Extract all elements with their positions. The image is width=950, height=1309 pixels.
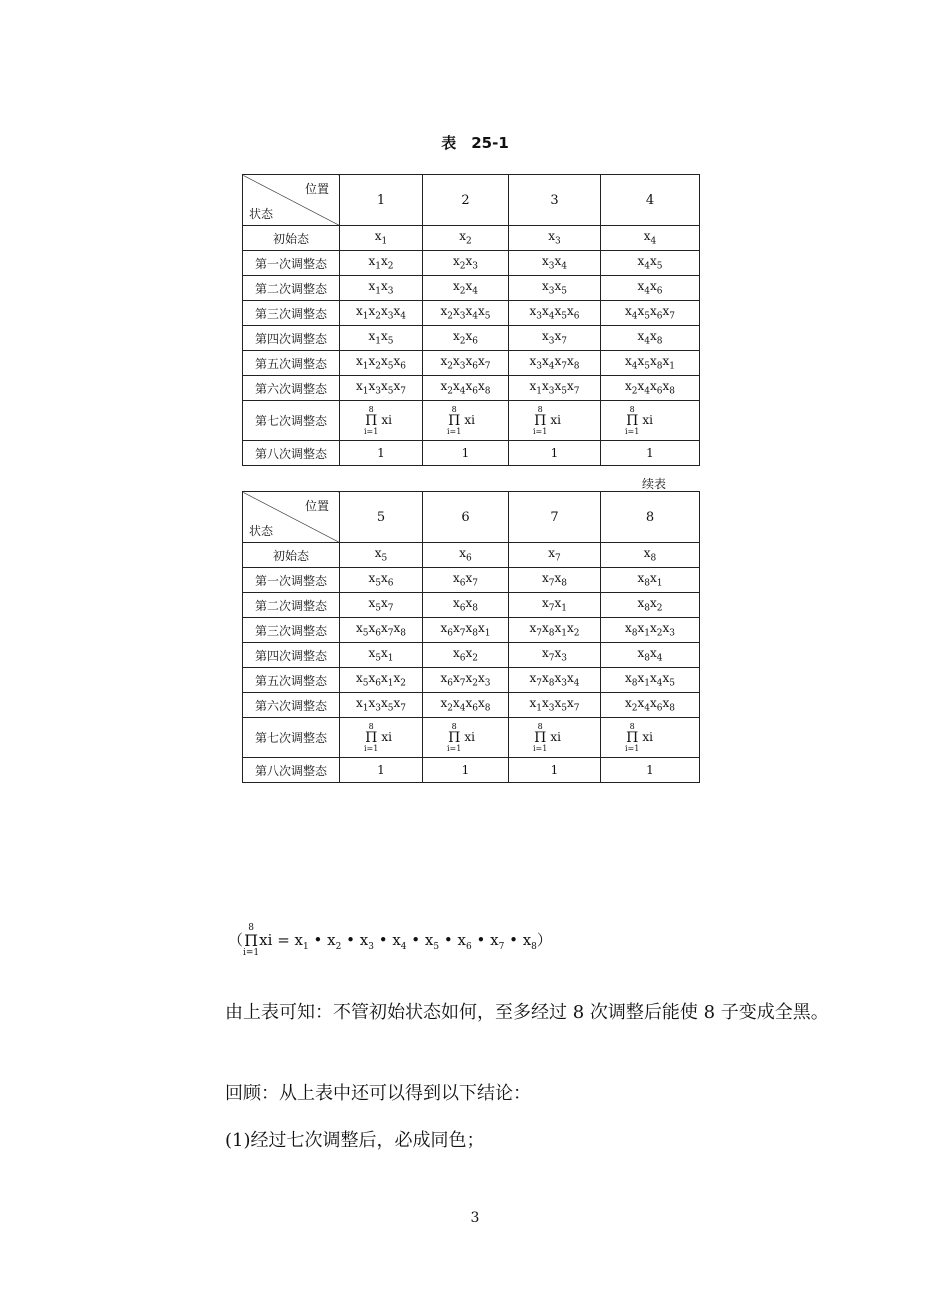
table-cell: $x_2x_4$ (423, 276, 509, 301)
table-cell: $x_5x_7$ (340, 593, 423, 618)
product-symbol: 8 Π i=1 xi (533, 721, 561, 753)
product-symbol: 8 Π i=1 xi (625, 404, 653, 436)
table-cell: 1 (601, 441, 700, 466)
row-label: 第六次调整态 (243, 376, 340, 401)
position-header-label: 位置 (304, 182, 329, 196)
table-cell (423, 401, 509, 441)
table-cell: $x_2x_3x_4x_5$ (423, 301, 509, 326)
row-label: 第七次调整态 (243, 718, 340, 758)
table-cell: $x_1x_3x_5x_7$ (509, 376, 601, 401)
table-cell: $x_3$ (509, 226, 601, 251)
table-row (243, 326, 700, 351)
table-cell: 1 (423, 758, 509, 783)
row-label: 第五次调整态 (243, 668, 340, 693)
table-cell: $x_3x_7$ (509, 326, 601, 351)
table-cell: $x_4x_8$ (601, 326, 700, 351)
table-row (243, 276, 700, 301)
column-header-position: 6 (423, 492, 509, 543)
table-row (243, 441, 700, 466)
table-cell: $x_1$ (340, 226, 423, 251)
table-cell (509, 718, 601, 758)
state-header-label: 状态 (249, 524, 274, 538)
table-cell: 1 (340, 441, 423, 466)
table-cell: $x_8x_2$ (601, 593, 700, 618)
table-cell: $x_2x_6$ (423, 326, 509, 351)
product-symbol: 8 Π i=1 (243, 923, 260, 958)
table-cell: $x_1x_3x_5x_7$ (509, 693, 601, 718)
table-cell: $x_8x_4$ (601, 643, 700, 668)
continued-label: 续表 (642, 477, 667, 491)
row-label: 第一次调整态 (243, 568, 340, 593)
table-cell: $x_7x_8x_3x_4$ (509, 668, 601, 693)
table-cell: 1 (423, 441, 509, 466)
column-header-position: 4 (601, 175, 700, 226)
table-cell: $x_5x_1$ (340, 643, 423, 668)
table-row (243, 376, 700, 401)
page-number: 3 (470, 1210, 480, 1226)
table-row (243, 593, 700, 618)
row-label: 第四次调整态 (243, 326, 340, 351)
table-header-row (243, 492, 700, 543)
table-cell (340, 401, 423, 441)
table-cell: $x_7x_3$ (509, 643, 601, 668)
table-cell: $x_7x_1$ (509, 593, 601, 618)
row-label: 初始态 (243, 226, 340, 251)
table-cell: $x_8x_1$ (601, 568, 700, 593)
row-label: 第一次调整态 (243, 251, 340, 276)
paragraph-point-1: (1)经过七次调整后，必成同色； (225, 1130, 485, 1151)
table-row (243, 351, 700, 376)
position-header-label: 位置 (304, 499, 329, 513)
table-cell (601, 718, 700, 758)
column-header-position: 7 (509, 492, 601, 543)
row-label: 第八次调整态 (243, 758, 340, 783)
table-cell (509, 401, 601, 441)
table-row (243, 618, 700, 643)
column-header-position: 8 (601, 492, 700, 543)
product-formula: （ 8 Π i=1 xi = $x_1$ • $x_2$ • $x_3$ • $x_4$ • $x_5$ • $x_6$ • $x_7$ • $x_8$） (228, 923, 552, 958)
row-label: 第三次调整态 (243, 618, 340, 643)
product-symbol: 8 Π i=1 xi (364, 721, 392, 753)
table-cell: $x_1x_3$ (340, 276, 423, 301)
table-cell: $x_7x_8x_1x_2$ (509, 618, 601, 643)
table-cell: $x_1x_2x_3x_4$ (340, 301, 423, 326)
table-cell: $x_2x_4x_6x_8$ (423, 376, 509, 401)
table-row (243, 301, 700, 326)
column-header-position: 5 (340, 492, 423, 543)
table-cell: $x_1x_5$ (340, 326, 423, 351)
table-cell: $x_6x_8$ (423, 593, 509, 618)
row-label: 第二次调整态 (243, 276, 340, 301)
table-cell (340, 718, 423, 758)
table-cell: $x_3x_5$ (509, 276, 601, 301)
table-row (243, 643, 700, 668)
table-cell: $x_1x_3x_5x_7$ (340, 693, 423, 718)
row-label: 第八次调整态 (243, 441, 340, 466)
table-cell: $x_2x_4x_6x_8$ (601, 693, 700, 718)
table-cell: $x_6$ (423, 543, 509, 568)
table-cell: 1 (340, 758, 423, 783)
row-label: 第四次调整态 (243, 643, 340, 668)
table-cell: $x_5x_6$ (340, 568, 423, 593)
table-cell: 1 (509, 441, 601, 466)
table-cell: $x_2$ (423, 226, 509, 251)
product-symbol: 8 Π i=1 xi (533, 404, 561, 436)
table-cell: $x_3x_4x_5x_6$ (509, 301, 601, 326)
table-row (243, 758, 700, 783)
adjustment-table-part2 (242, 491, 700, 783)
table-cell (423, 718, 509, 758)
table-cell: $x_4$ (601, 226, 700, 251)
table-cell: $x_2x_3x_6x_7$ (423, 351, 509, 376)
product-symbol: 8 Π i=1 xi (447, 721, 475, 753)
row-label: 第五次调整态 (243, 351, 340, 376)
product-symbol: 8 Π i=1 xi (625, 721, 653, 753)
table-cell: $x_3x_4x_7x_8$ (509, 351, 601, 376)
adjustment-table-part1 (242, 174, 700, 466)
column-header-position: 1 (340, 175, 423, 226)
table-caption: 表 25-1 (441, 134, 509, 152)
row-label: 第三次调整态 (243, 301, 340, 326)
row-label: 第六次调整态 (243, 693, 340, 718)
table-row (243, 718, 700, 758)
table-cell: $x_4x_5$ (601, 251, 700, 276)
product-symbol: 8 Π i=1 xi (447, 404, 475, 436)
row-label: 初始态 (243, 543, 340, 568)
table-cell: $x_1x_2$ (340, 251, 423, 276)
table-cell: $x_2x_3$ (423, 251, 509, 276)
diagonal-header-cell (243, 175, 340, 226)
table-row (243, 226, 700, 251)
table-cell: $x_4x_6$ (601, 276, 700, 301)
diagonal-header-cell (243, 492, 340, 543)
column-header-position: 3 (509, 175, 601, 226)
table-cell: $x_2x_4x_6x_8$ (423, 693, 509, 718)
table-cell: $x_8x_1x_2x_3$ (601, 618, 700, 643)
table-cell: $x_7x_8$ (509, 568, 601, 593)
state-header-label: 状态 (249, 207, 274, 221)
table-cell: $x_2x_4x_6x_8$ (601, 376, 700, 401)
table-cell: 1 (509, 758, 601, 783)
table-cell: $x_8$ (601, 543, 700, 568)
table-cell: $x_3x_4$ (509, 251, 601, 276)
table-cell: $x_8x_1x_4x_5$ (601, 668, 700, 693)
table-cell: $x_4x_5x_6x_7$ (601, 301, 700, 326)
table-cell: $x_1x_2x_5x_6$ (340, 351, 423, 376)
paragraph-conclusion: 由上表可知：不管初始状态如何，至多经过 8 次调整后能使 8 子变成全黑。 (225, 1002, 829, 1023)
table-cell: 1 (601, 758, 700, 783)
table-cell: $x_1x_3x_5x_7$ (340, 376, 423, 401)
table-cell: $x_6x_7x_8x_1$ (423, 618, 509, 643)
table-row (243, 568, 700, 593)
table-row (243, 668, 700, 693)
table-cell (601, 401, 700, 441)
table-cell: $x_6x_7x_2x_3$ (423, 668, 509, 693)
paragraph-review: 回顾：从上表中还可以得到以下结论： (225, 1083, 531, 1104)
row-label: 第七次调整态 (243, 401, 340, 441)
table-cell: $x_5x_6x_1x_2$ (340, 668, 423, 693)
table-row (243, 401, 700, 441)
table-row (243, 543, 700, 568)
table-cell: $x_5x_6x_7x_8$ (340, 618, 423, 643)
product-symbol: 8 Π i=1 xi (364, 404, 392, 436)
table-cell: $x_4x_5x_8x_1$ (601, 351, 700, 376)
column-header-position: 2 (423, 175, 509, 226)
table-cell: $x_6x_2$ (423, 643, 509, 668)
table-cell: $x_7$ (509, 543, 601, 568)
table-row (243, 251, 700, 276)
table-cell: $x_5$ (340, 543, 423, 568)
table-row (243, 693, 700, 718)
table-header-row (243, 175, 700, 226)
row-label: 第二次调整态 (243, 593, 340, 618)
table-cell: $x_6x_7$ (423, 568, 509, 593)
